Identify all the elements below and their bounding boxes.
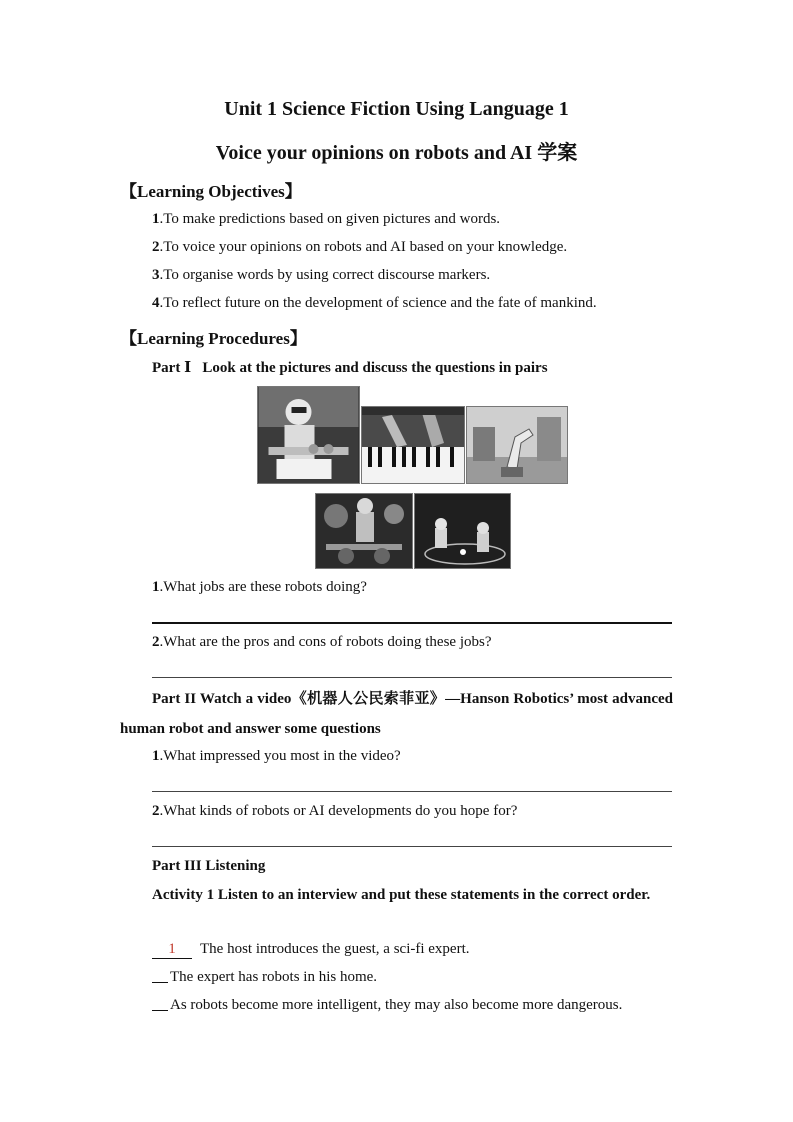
answer-line[interactable] xyxy=(152,791,672,792)
part2-heading: Part II Watch a video《机器人公民索菲亚》—Hanson Robotics’ most advanced human robot and answer some questions xyxy=(120,691,673,737)
part3-heading: Part III Listening xyxy=(152,858,266,874)
statement-item: As robots become more intelligent, they may also become more dangerous. xyxy=(152,996,622,1014)
part1-heading: Part Ⅰ Look at the pictures and discuss the questions in pairs xyxy=(152,360,548,376)
statement-item: 1 The host introduces the guest, a sci-fi expert. xyxy=(152,941,470,959)
objective-item: 1.To make predictions based on given pictures and words. xyxy=(152,211,501,227)
part2-question: 1.What impressed you most in the video? xyxy=(152,748,401,764)
robot-pianist-image xyxy=(361,406,465,484)
objective-item: 4.To reflect future on the development of science and the fate of mankind. xyxy=(152,295,597,311)
answer-blank[interactable] xyxy=(152,996,168,1011)
procedures-heading: 【Learning Procedures】 xyxy=(120,329,307,348)
robot-soccer-image xyxy=(414,493,511,569)
activity1-instruction: Activity 1 Listen to an interview and put these statements in the correct order. xyxy=(152,887,651,903)
answer-line[interactable] xyxy=(152,846,672,847)
robot-factory-arm-image xyxy=(466,406,568,484)
answer-blank[interactable]: 1 xyxy=(152,941,192,959)
robot-waiter-image xyxy=(257,386,360,484)
answer-line[interactable] xyxy=(152,622,672,624)
statement-item: The expert has robots in his home. xyxy=(152,968,377,986)
answer-line[interactable] xyxy=(152,677,672,678)
objective-item: 2.To voice your opinions on robots and AI based on your knowledge. xyxy=(152,239,568,255)
part1-question: 2.What are the pros and cons of robots doing these jobs? xyxy=(152,634,492,650)
objective-item: 3.To organise words by using correct discourse markers. xyxy=(152,267,491,283)
part2-question: 2.What kinds of robots or AI developments do you hope for? xyxy=(152,803,518,819)
answer-blank[interactable] xyxy=(152,968,168,983)
objectives-heading: 【Learning Objectives】 xyxy=(120,182,302,201)
page-title: Unit 1 Science Fiction Using Language 1 xyxy=(224,98,569,120)
page-subtitle: Voice your opinions on robots and AI 学案 xyxy=(215,142,578,164)
part1-question: 1.What jobs are these robots doing? xyxy=(152,579,367,595)
robot-musician-image xyxy=(315,493,413,569)
